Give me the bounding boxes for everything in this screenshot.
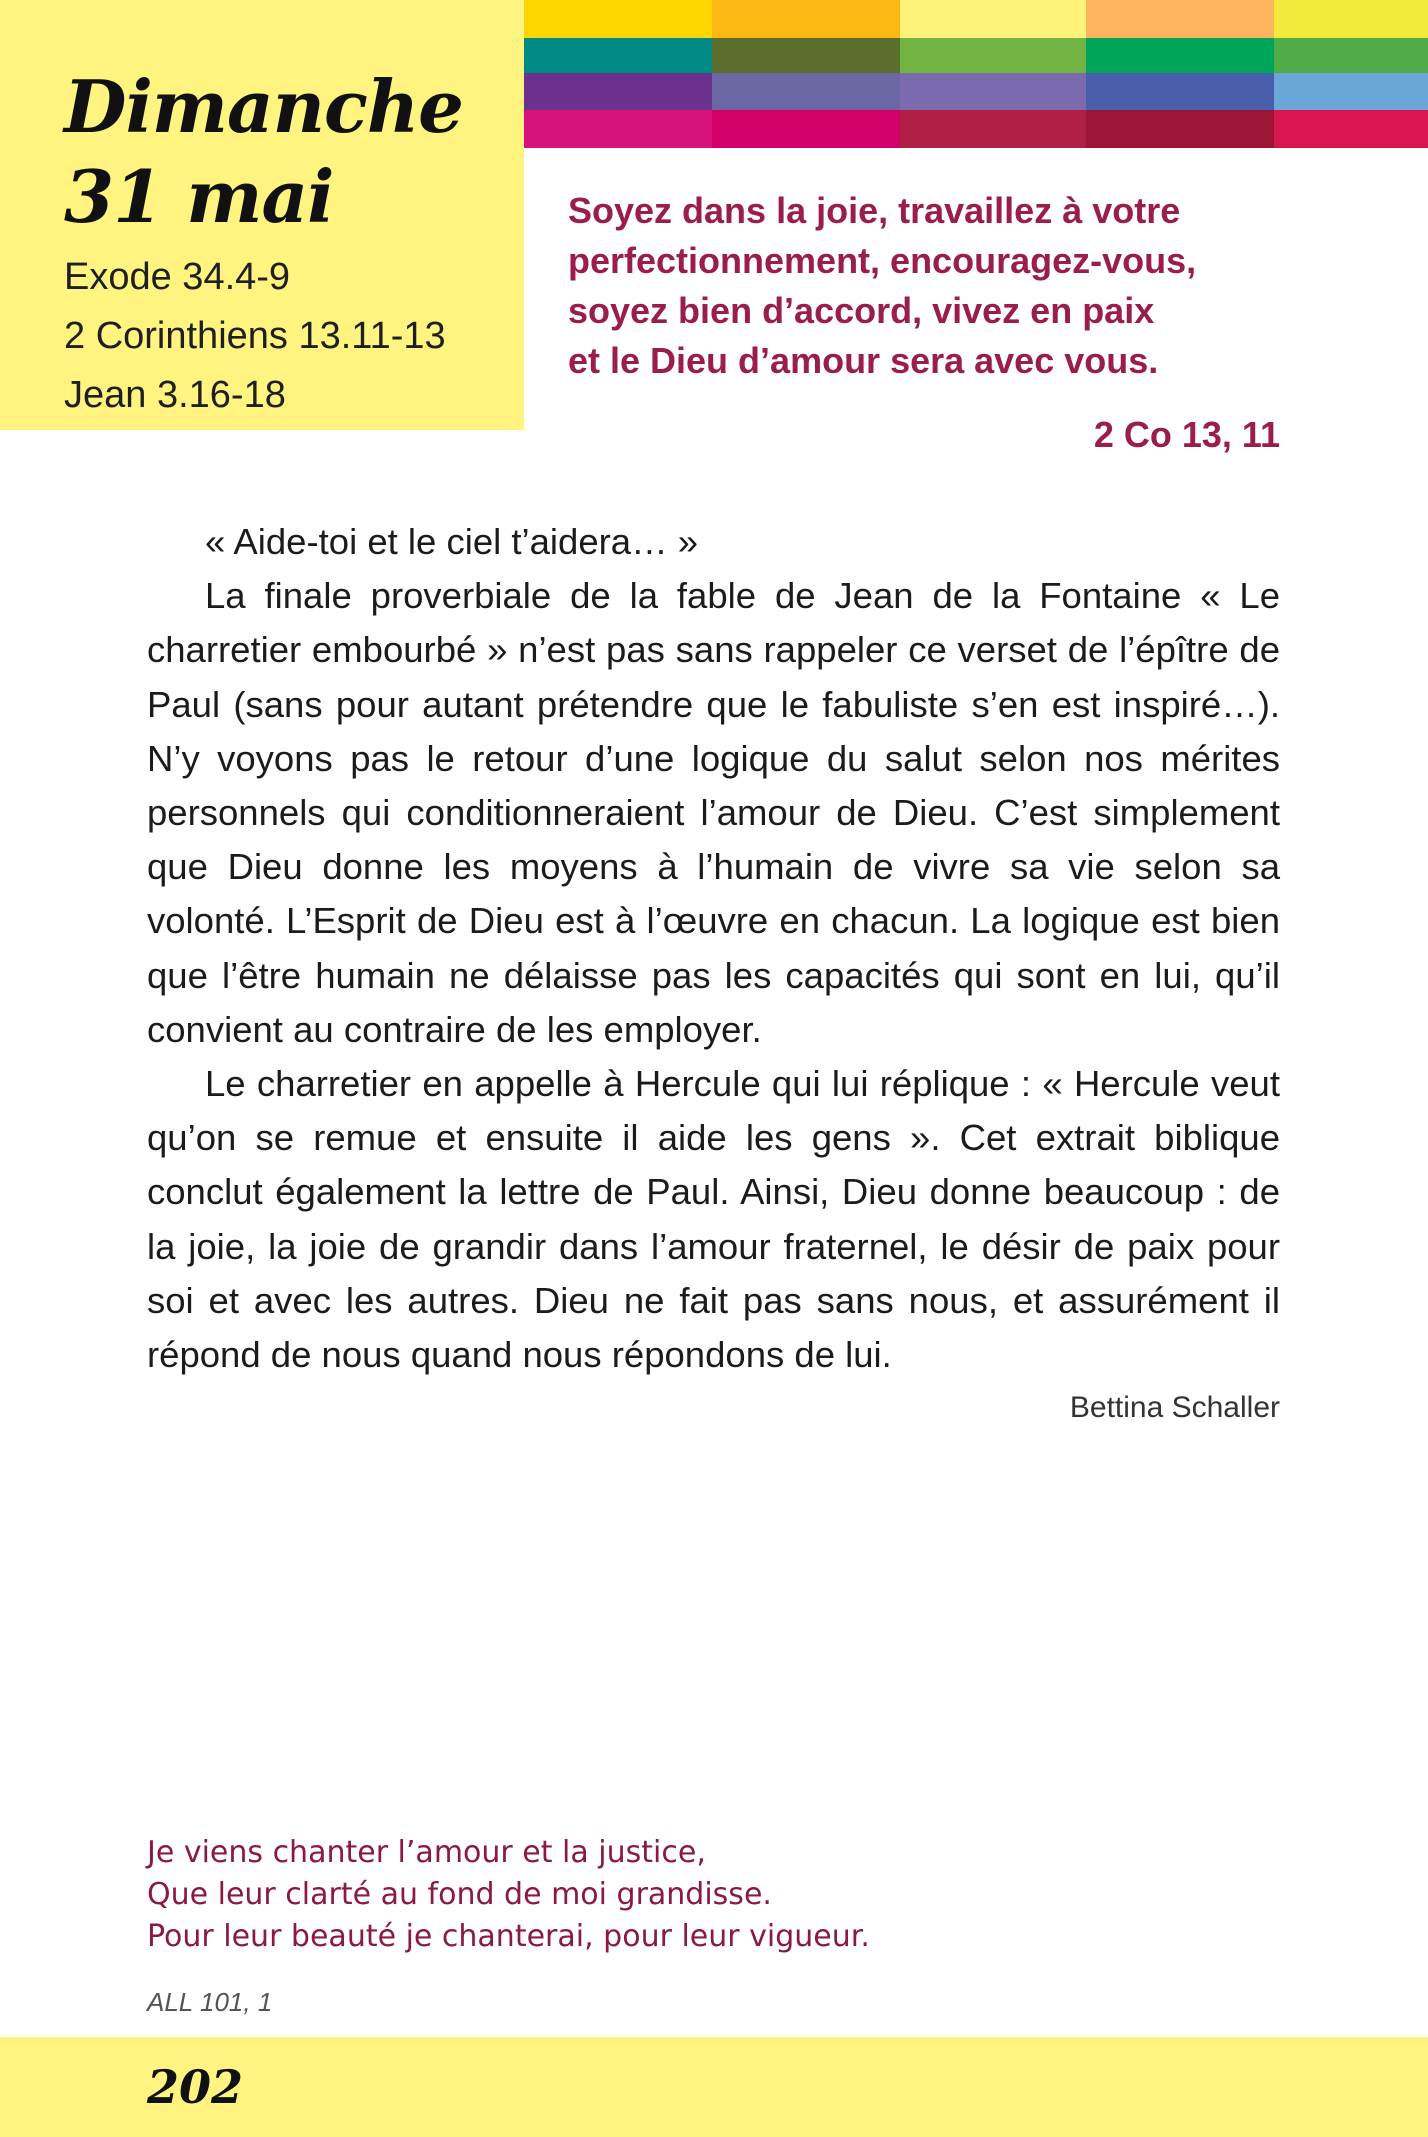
- stripe-cell: [712, 73, 900, 110]
- reading-item: 2 Corinthiens 13.11-13: [64, 315, 446, 357]
- color-stripes: [524, 0, 1428, 148]
- stripe-row: [524, 0, 1428, 38]
- hymn-line: Que leur clarté au fond de moi grandisse.: [147, 1877, 772, 1912]
- stripe-cell: [524, 0, 712, 38]
- stripe-row: [524, 73, 1428, 110]
- key-verse: [568, 186, 1288, 386]
- meditation-paragraph: La finale proverbiale de la fable de Jean de la Fontaine « Le charretier embourbé » n’est pas sans rappeler ce verset de l’épître de Paul (sans pour autant prétendre que le fabuliste s’en est inspiré…). N’y voyons pas le retour d’une logique du salut selon nos mérites personnels qui conditionneraient l’amour de Dieu. C’est simplement que Dieu donne les moyens à l’humain de vivre sa vie selon sa volonté. L’Esprit de Dieu est à l’œuvre en chacun. La logique est bien que l’être humain ne délaisse pas les capacités qui sont en lui, qu’il convient au contraire de les employer.: [147, 575, 1280, 1050]
- hymn-line: Pour leur beauté je chanterai, pour leur vigueur.: [147, 1919, 870, 1954]
- stripe-cell: [1086, 110, 1274, 148]
- stripe-cell: [524, 38, 712, 73]
- stripe-cell: [524, 73, 712, 110]
- verse-line: Soyez dans la joie, travaillez à votre: [568, 190, 1181, 231]
- verse-line: soyez bien d’accord, vivez en paix: [568, 290, 1155, 331]
- stripe-row: [524, 38, 1428, 73]
- page-number: 202: [147, 2060, 244, 2114]
- reading-item: Jean 3.16-18: [64, 374, 286, 416]
- day-title: [64, 62, 463, 242]
- hymn-verse: [147, 1832, 870, 1958]
- stripe-cell: [712, 0, 900, 38]
- stripe-cell: [1086, 38, 1274, 73]
- author-name: Bettina Schaller: [1069, 1391, 1280, 1424]
- stripe-cell: [1274, 73, 1428, 110]
- stripe-cell: [712, 38, 900, 73]
- stripe-cell: [1274, 110, 1428, 148]
- verse-reference: 2 Co 13, 11: [1093, 414, 1280, 455]
- day-date: 31 mai: [64, 154, 334, 239]
- meditation-paragraph: Le charretier en appelle à Hercule qui lui réplique : « Hercule veut qu’on se remue et ensuite il aide les gens ». Cet extrait biblique conclut également la lettre de Paul. Ainsi, Dieu donne beaucoup : de la joie, la joie de grandir dans l’amour fraternel, le désir de paix pour soi et avec les autres. Dieu ne fait pas sans nous, et assurément il répond de nous quand nous répondons de lui.: [147, 1063, 1280, 1376]
- hymn-line: Je viens chanter l’amour et la justice,: [147, 1835, 706, 1870]
- stripe-cell: [900, 0, 1086, 38]
- footer-bar: [0, 2037, 1428, 2137]
- hymn-reference: ALL 101, 1: [147, 1987, 273, 2017]
- stripe-cell: [900, 110, 1086, 148]
- meditation-text: [147, 515, 1280, 1382]
- stripe-row: [524, 110, 1428, 148]
- stripe-cell: [900, 73, 1086, 110]
- reading-item: Exode 34.4-9: [64, 256, 291, 298]
- meditation-paragraph: « Aide-toi et le ciel t’aidera… »: [205, 521, 699, 562]
- day-name: Dimanche: [64, 64, 463, 149]
- verse-line: perfectionnement, encouragez-vous,: [568, 240, 1197, 281]
- readings-list: [64, 248, 446, 425]
- stripe-cell: [1274, 38, 1428, 73]
- stripe-cell: [1086, 73, 1274, 110]
- verse-line: et le Dieu d’amour sera avec vous.: [568, 340, 1159, 381]
- stripe-cell: [712, 110, 900, 148]
- stripe-cell: [1086, 0, 1274, 38]
- stripe-cell: [900, 38, 1086, 73]
- date-block: [0, 0, 524, 430]
- stripe-cell: [524, 110, 712, 148]
- stripe-cell: [1274, 0, 1428, 38]
